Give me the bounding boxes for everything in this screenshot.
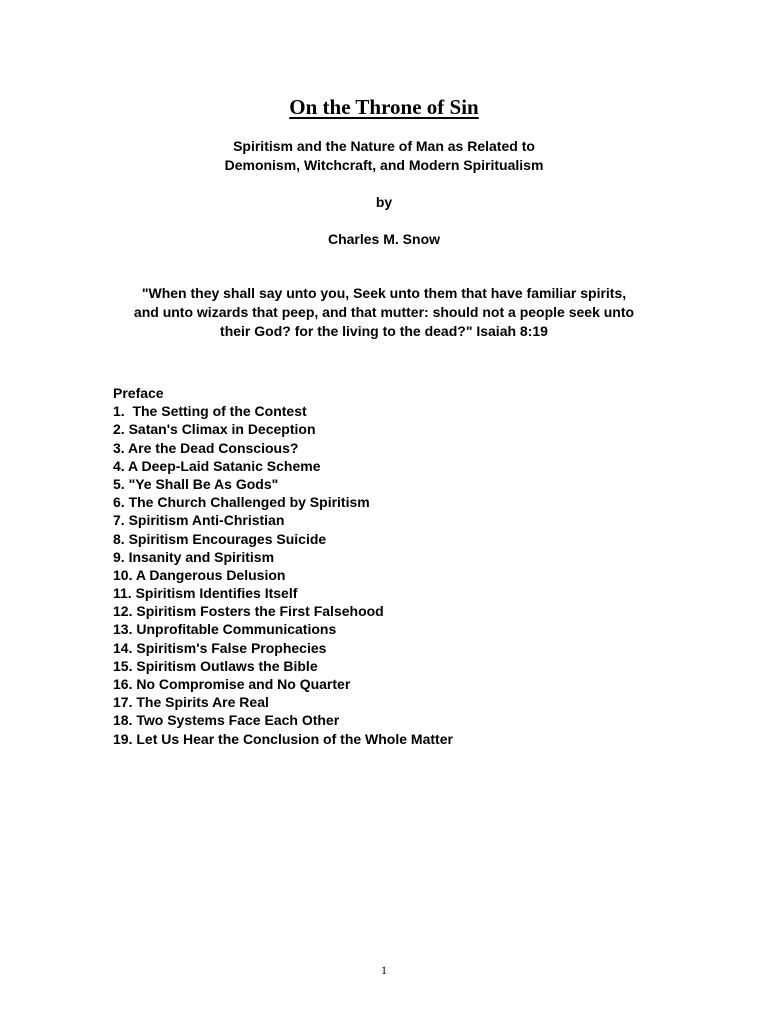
contents-item: 19. Let Us Hear the Conclusion of the Whole Matter — [113, 730, 453, 747]
contents-item: 12. Spiritism Fosters the First Falsehood — [113, 603, 384, 620]
contents-item-preface: Preface — [113, 385, 164, 401]
contents-item: 14. Spiritism's False Prophecies — [113, 639, 327, 656]
contents-item: 1. The Setting of the Contest — [113, 403, 307, 420]
subtitle-line: Demonism, Witchcraft, and Modern Spiritualism — [224, 157, 544, 173]
contents-item: 6. The Church Challenged by Spiritism — [113, 494, 370, 511]
author-name: Charles M. Snow — [327, 231, 441, 247]
contents-item: 18. Two Systems Face Each Other — [113, 712, 340, 729]
contents-item: 7. Spiritism Anti-Christian — [113, 512, 285, 529]
epigraph-quote — [0, 284, 768, 341]
contents-item: 4. A Deep-Laid Satanic Scheme — [113, 457, 321, 474]
contents-item: 5. "Ye Shall Be As Gods" — [113, 475, 279, 492]
contents-item: 17. The Spirits Are Real — [113, 694, 269, 711]
document-title: On the Throne of Sin — [289, 95, 479, 119]
byline-label: by — [375, 194, 393, 210]
contents-item: 3. Are the Dead Conscious? — [113, 439, 299, 456]
contents-item: 11. Spiritism Identifies Itself — [113, 585, 298, 602]
subtitle-line: Spiritism and the Nature of Man as Related to — [233, 138, 535, 154]
table-of-contents — [113, 384, 713, 748]
contents-item: 13. Unprofitable Communications — [113, 621, 337, 638]
epigraph-line: "When they shall say unto you, Seek unto them that have familiar spirits, — [141, 285, 627, 301]
contents-item: 16. No Compromise and No Quarter — [113, 676, 351, 692]
epigraph-line: their God? for the living to the dead?" Isaiah 8:19 — [220, 323, 548, 339]
contents-item: 10. A Dangerous Delusion — [113, 566, 286, 583]
contents-item: 9. Insanity and Spiritism — [113, 548, 275, 565]
document-subtitle — [0, 137, 768, 175]
contents-item: 15. Spiritism Outlaws the Bible — [113, 657, 318, 674]
contents-item: 2. Satan's Climax in Deception — [113, 421, 316, 438]
epigraph-line: and unto wizards that peep, and that mutter: should not a people seek unto — [133, 304, 635, 320]
page-number: 1 — [381, 963, 387, 977]
contents-item: 8. Spiritism Encourages Suicide — [113, 530, 327, 547]
